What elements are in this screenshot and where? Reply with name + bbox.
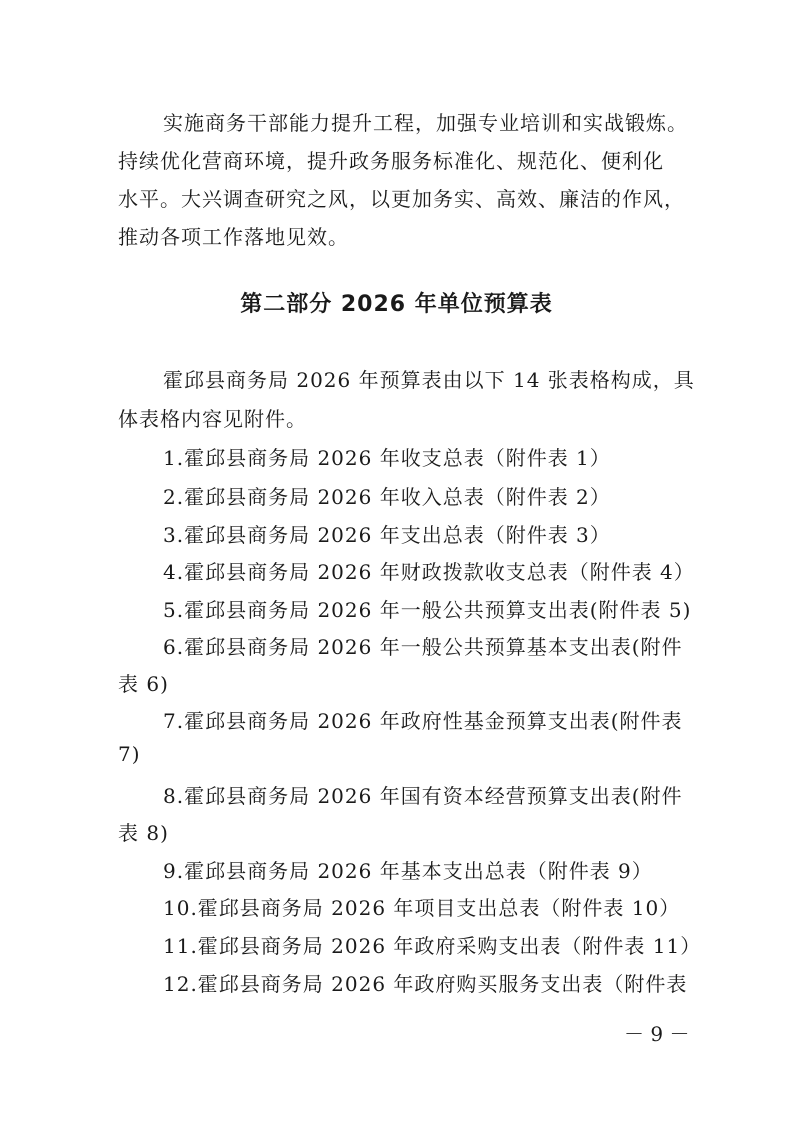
- list-item: 5.霍邱县商务局 2026 年一般公共预算支出表(附件表 5): [163, 598, 692, 622]
- list-item: 1.霍邱县商务局 2026 年收支总表（附件表 1）: [163, 446, 611, 470]
- list-item: 8.霍邱县商务局 2026 年国有资本经营预算支出表(附件: [163, 784, 683, 808]
- description-line-1: 霍邱县商务局 2026 年预算表由以下 14 张表格构成，具: [163, 368, 695, 392]
- list-item: 10.霍邱县商务局 2026 年项目支出总表（附件表 10）: [163, 896, 681, 920]
- list-item: 3.霍邱县商务局 2026 年支出总表（附件表 3）: [163, 523, 611, 547]
- list-item-continuation: 表 6): [118, 672, 169, 696]
- list-item-continuation: 7): [118, 742, 141, 766]
- list-item: 12.霍邱县商务局 2026 年政府购买服务支出表（附件表: [163, 972, 688, 996]
- list-item: 11.霍邱县商务局 2026 年政府采购支出表（附件表 11）: [163, 934, 702, 958]
- list-item: 6.霍邱县商务局 2026 年一般公共预算基本支出表(附件: [163, 635, 683, 659]
- list-item-continuation: 表 8): [118, 821, 169, 845]
- intro-line-3: 水平。大兴调查研究之风，以更加务实、高效、廉洁的作风，: [118, 187, 685, 211]
- description-line-2: 体表格内容见附件。: [118, 407, 307, 431]
- list-item: 7.霍邱县商务局 2026 年政府性基金预算支出表(附件表: [163, 709, 683, 733]
- page-number: － 9 －: [624, 1022, 690, 1046]
- intro-line-1: 实施商务干部能力提升工程，加强专业培训和实战锻炼。: [163, 111, 688, 135]
- section-heading: 第二部分 2026 年单位预算表: [240, 292, 553, 317]
- list-item: 9.霍邱县商务局 2026 年基本支出总表（附件表 9）: [163, 859, 653, 883]
- list-item: 4.霍邱县商务局 2026 年财政拨款收支总表（附件表 4）: [163, 560, 695, 584]
- list-item: 2.霍邱县商务局 2026 年收入总表（附件表 2）: [163, 485, 611, 509]
- intro-line-4: 推动各项工作落地见效。: [118, 225, 349, 249]
- intro-line-2: 持续优化营商环境，提升政务服务标准化、规范化、便利化: [118, 149, 664, 173]
